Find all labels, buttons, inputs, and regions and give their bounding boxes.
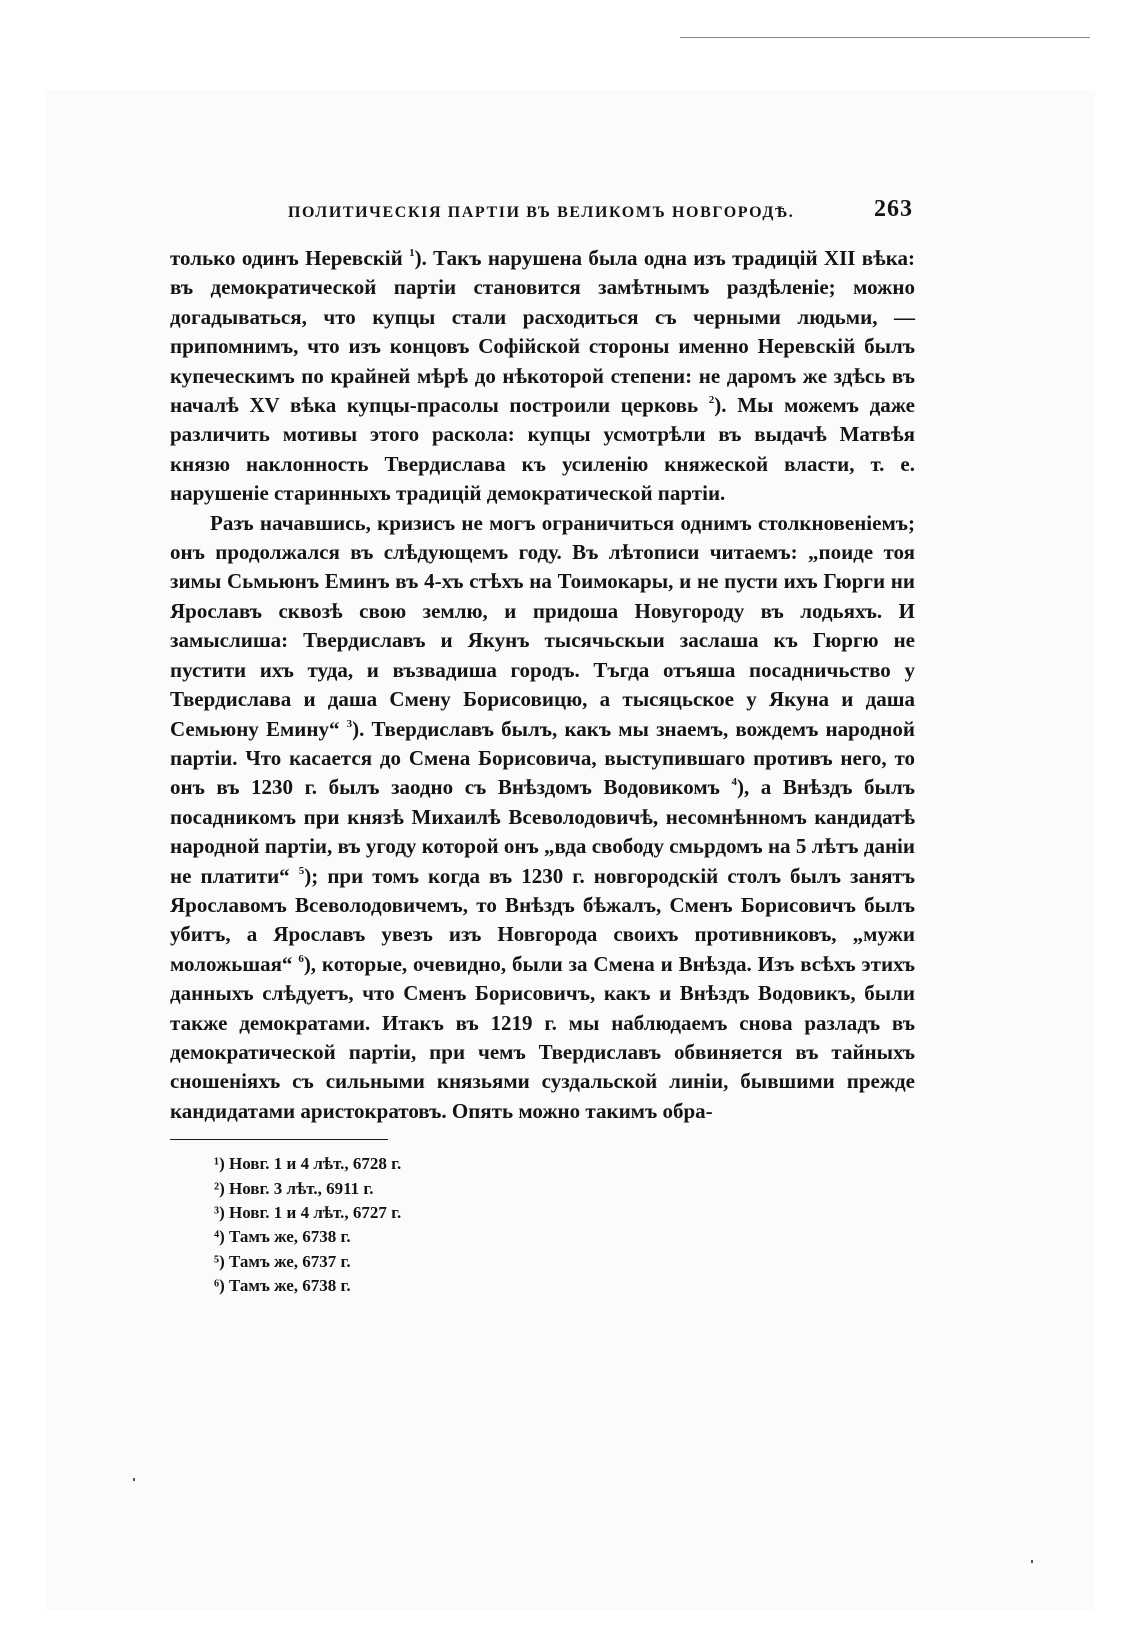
body-text <box>170 244 915 1126</box>
page-number: 263 <box>874 196 913 222</box>
paragraph-1 <box>170 244 915 509</box>
footnote-divider <box>170 1139 388 1140</box>
footnote-ref-1[interactable]: 1 <box>409 247 415 259</box>
scan-edge-line <box>680 37 1090 38</box>
paragraph-2 <box>170 509 915 1127</box>
text-run: ), а Внѣздъ былъ посадникомъ при князѣ Михаилѣ Всеволодовичѣ, несомнѣнномъ кандидатѣ народной партіи, въ угоду которой онъ „вда свободу смьрдомъ на 5 лѣтъ даніи не платити“ <box>170 775 915 888</box>
footnote-5: ⁵) Тамъ же, 6737 г. <box>214 1251 351 1271</box>
footnote-ref-5[interactable]: 5 <box>298 864 305 877</box>
footnote-ref-4[interactable]: 4 <box>731 776 737 789</box>
scan-speck <box>133 1478 135 1481</box>
text-run: ), которые, очевидно, были за Смена и Внѣзда. Изъ всѣхъ этихъ данныхъ слѣдуетъ, что Сменъ Борисовичъ, какъ и Внѣздъ Водовикъ, были также демократами. Итакъ въ 1219 г. мы наблюдаемъ снова разладъ въ демократической партіи, при чемъ Твердиславъ обвиняется въ тайныхъ сношеніяхъ съ сильными князьями суздальской линіи, бывшими прежде кандидатами аристократовъ. Опять можно такимъ обра- <box>170 951 915 1123</box>
running-title: ПОЛИТИЧЕСКІЯ ПАРТІИ ВЪ ВЕЛИКОМЪ НОВГОРОДѢ. <box>288 204 795 221</box>
text-run: ); при томъ когда въ 1230 г. новгородскій столъ былъ занятъ Ярославомъ Всеволодовичемъ, то Внѣздъ бѣжалъ, Сменъ Борисовичъ былъ убитъ, а Ярославъ увезъ изъ Новгорода своихъ противниковъ, „мужи моложьшая“ <box>170 863 915 976</box>
footnote-list <box>170 1152 915 1298</box>
text-run: ). Мы можемъ даже различить мотивы этого раскола: купцы усмотрѣли въ выдачѣ Матвѣя князю наклонность Твердислава къ усиленію княжеской власти, т. е. нарушеніе старинныхъ традицій демократической партіи. <box>170 393 915 506</box>
footnote-ref-2[interactable]: 2 <box>708 394 715 407</box>
text-run: только одинъ Неревскій <box>170 246 410 270</box>
footnote-3: ³) Новг. 1 и 4 лѣт., 6727 г. <box>214 1203 402 1222</box>
footnote-4: ⁴) Тамъ же, 6738 г. <box>214 1227 351 1247</box>
footnote-ref-6[interactable]: 6 <box>298 952 304 965</box>
text-run: ). Твердиславъ былъ, какъ мы знаемъ, вождемъ народной партіи. Что касается до Смена Борисовича, выступившаго противъ него, то онъ въ 1230 г. былъ заодно съ Внѣздомъ Водовикомъ <box>170 716 915 800</box>
footnote-2: ²) Новг. 3 лѣт., 6911 г. <box>214 1178 374 1198</box>
book-page <box>170 190 915 1299</box>
footnote-1: ¹) Новг. 1 и 4 лѣт., 6728 г. <box>214 1154 402 1174</box>
scan-speck <box>1031 1560 1033 1563</box>
footnote-ref-3[interactable]: 3 <box>346 717 353 730</box>
running-header <box>170 190 915 238</box>
text-run: ). Такъ нарушена была одна изъ традицій XII вѣка: въ демократической партіи становится замѣтнымъ раздѣленіе; можно догадываться, что купцы стали расходиться съ черными людьми, — припомнимъ, что изъ концовъ Софійской стороны именно Неревскій былъ купеческимъ по крайней мѣрѣ до нѣкоторой степени: не даромъ же здѣсь въ началѣ XV вѣка купцы-прасолы построили церковь <box>170 246 915 418</box>
text-run: Разъ начавшись, кризисъ не могъ ограничиться однимъ столкновеніемъ; онъ продолжался въ слѣдующемъ году. Въ лѣтописи читаемъ: „поиде тоя зимы Сьмьюнъ Еминъ въ 4-хъ стѣхъ на Тоимокары, и не пусти ихъ Гюрги ни Ярославъ сквозѣ свою землю, и придоша Новугороду въ лодьяхъ. И замыслиша: Твердиславъ и Якунъ тысячьскыи заслаша къ Гюргю не пустити ихъ туда, и възвадиша городъ. Тъгда отъяша посадничьство у Твердислава и даша Смену Борисовицю, а тысяцьское у Якуна и даша Семьюну Емину“ <box>170 510 915 741</box>
footnote-6: ⁶) Тамъ же, 6738 г. <box>214 1276 351 1296</box>
